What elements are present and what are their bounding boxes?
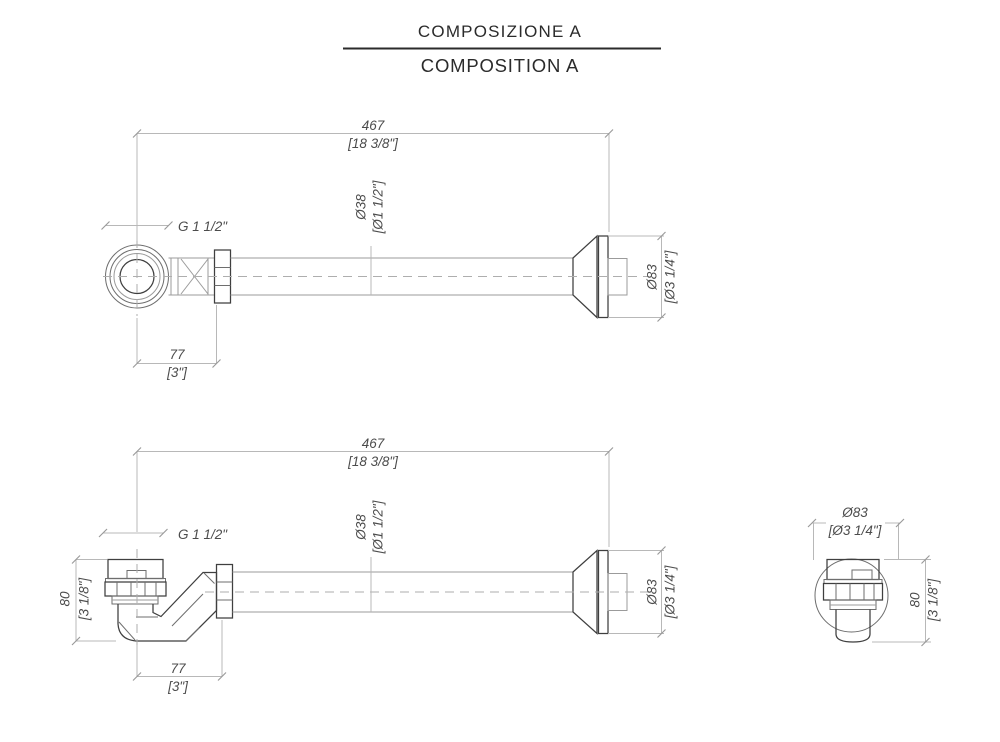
dim-height-mm: 80 <box>907 592 923 608</box>
dim-offset-mm: 77 <box>169 347 185 362</box>
elbow-facet-line <box>119 622 135 640</box>
fitting-cap <box>108 560 163 579</box>
detail-drain-fitting <box>824 560 883 643</box>
dim-height-mm: 80 <box>57 591 73 607</box>
dim-tube-dia-mm: Ø38 <box>353 194 369 220</box>
dim-height-inch: [3 1/8"] <box>925 578 941 622</box>
dim-length-mm: 467 <box>361 118 385 133</box>
top-dim-thread <box>102 219 229 241</box>
dim-flange-dia-inch: [Ø3 1/4"] <box>662 565 678 619</box>
bottom-dim-pipe-dia <box>354 499 386 612</box>
dim-tube-dia-inch: [Ø1 1/2"] <box>370 500 386 554</box>
top-pipe <box>231 258 574 295</box>
dim-length-inch: [18 3/8"] <box>348 136 398 151</box>
dim-flange-dia-mm: Ø83 <box>842 505 868 520</box>
dim-flange-dia-mm: Ø83 <box>644 579 660 605</box>
bottom-dim-offset <box>133 620 226 694</box>
elbow-facet-line <box>204 573 215 584</box>
top-dim-pipe-dia <box>354 179 386 295</box>
dim-offset-mm: 77 <box>170 661 186 676</box>
top-view <box>102 118 678 380</box>
bottom-dim-height <box>58 556 117 646</box>
title-block <box>343 22 661 76</box>
detail-dim-height <box>872 556 941 647</box>
detail-view <box>808 505 941 646</box>
dim-flange-dia-inch: [Ø3 1/4"] <box>828 523 882 538</box>
top-dim-offset <box>133 305 221 380</box>
bottom-elbow <box>118 573 217 642</box>
dim-tube-dia-inch: [Ø1 1/2"] <box>370 180 386 234</box>
dim-tube-dia-mm: Ø38 <box>353 514 369 540</box>
dim-flange-dia-inch: [Ø3 1/4"] <box>662 250 678 304</box>
dim-length-inch: [18 3/8"] <box>348 454 398 469</box>
title-english: COMPOSITION A <box>420 55 580 76</box>
elbow-facet-line <box>186 628 200 642</box>
bottom-drain-fitting <box>105 560 166 605</box>
elbow-facet-line <box>172 594 203 626</box>
dim-thread-label: G 1 1/2" <box>178 219 228 234</box>
top-ring-fitting <box>106 239 169 316</box>
elbow-outline <box>118 573 217 642</box>
bottom-compression-nut <box>217 565 233 619</box>
dim-offset-inch: [3"] <box>168 679 188 694</box>
title-italian: COMPOSIZIONE A <box>417 22 583 41</box>
fitting-cap-notch <box>852 570 872 580</box>
detail-dim-flange-dia <box>808 505 904 560</box>
dim-thread-label: G 1 1/2" <box>178 527 228 542</box>
top-hose-section <box>169 258 215 295</box>
dim-offset-inch: [3"] <box>167 365 187 380</box>
dim-height-inch: [3 1/8"] <box>76 577 92 621</box>
nut-body <box>217 565 233 619</box>
dim-length-mm: 467 <box>361 436 385 451</box>
bottom-view <box>58 436 678 694</box>
dim-flange-dia-mm: Ø83 <box>644 264 660 290</box>
fitting-tailpipe <box>836 610 870 643</box>
fitting-hex-nut <box>105 582 166 596</box>
bottom-dim-thread <box>99 527 228 542</box>
